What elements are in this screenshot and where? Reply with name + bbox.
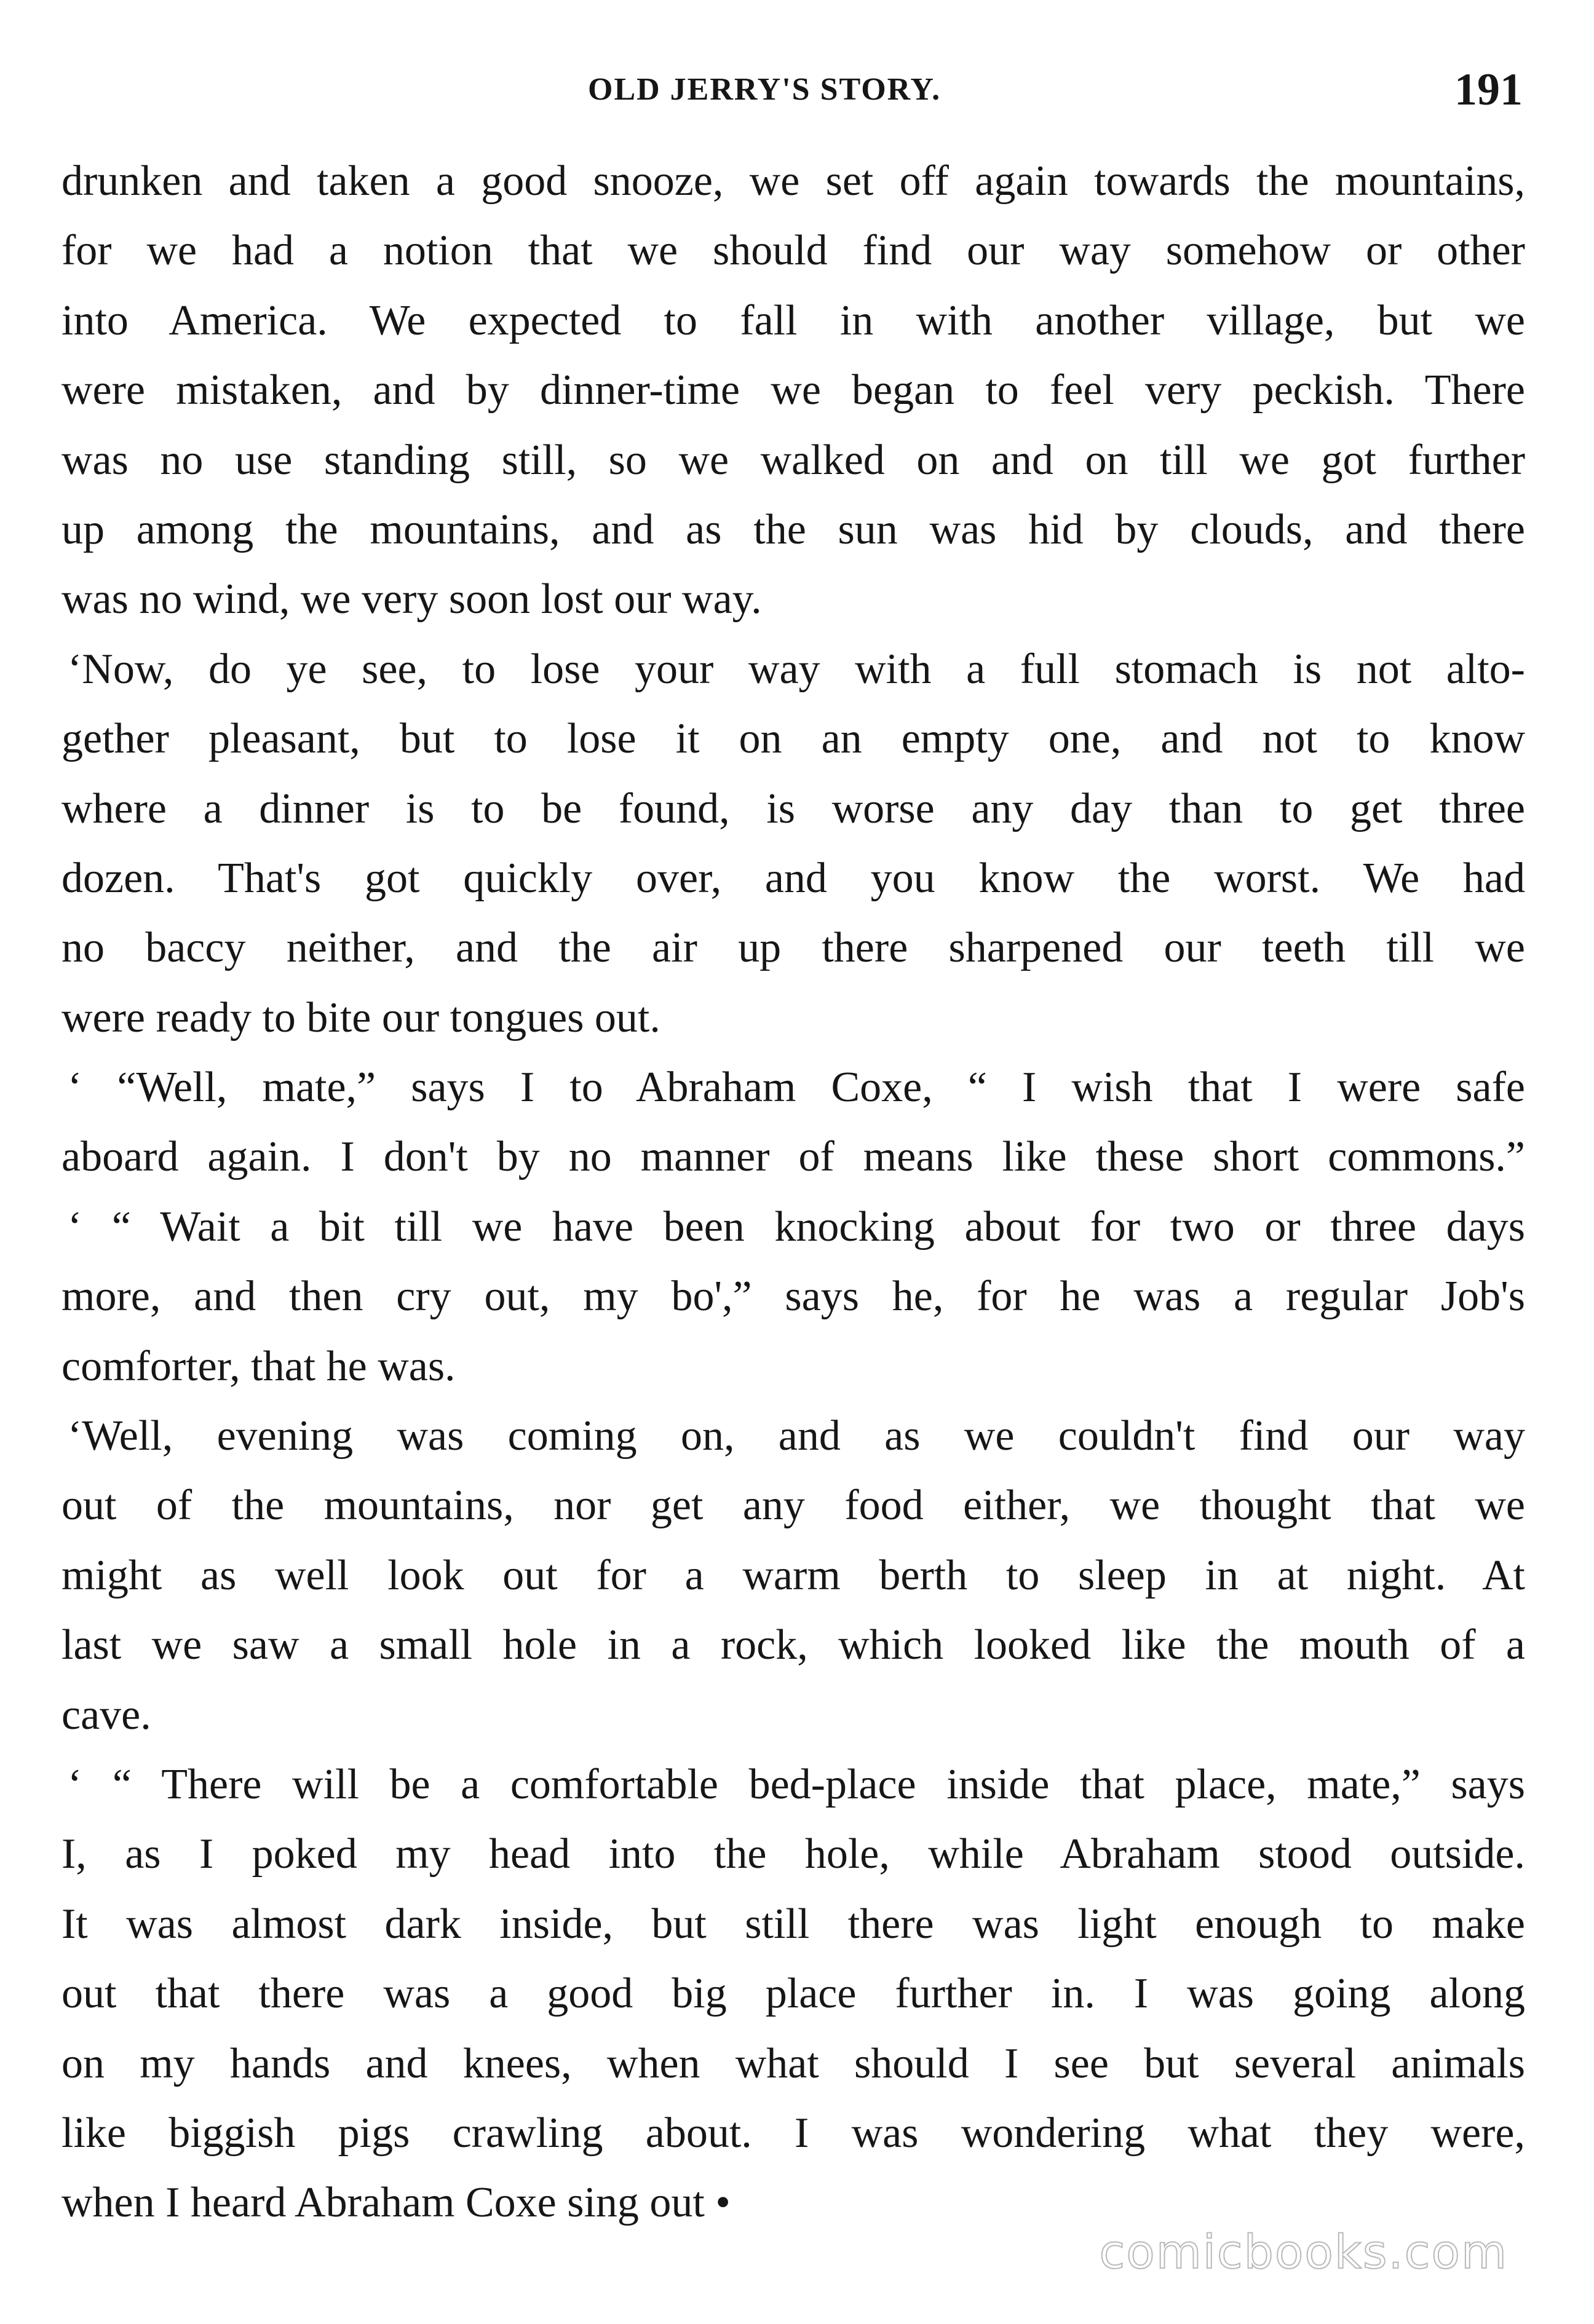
text-line: out that there was a good big place further in. I was going along	[61, 1970, 1525, 2018]
text-line: drunken and taken a good snooze, we set off again towards the mountains,	[61, 157, 1525, 205]
body-text	[61, 146, 1525, 2238]
text-line: for we had a notion that we should find our way somehow or other	[61, 227, 1525, 275]
text-line: were ready to bite our tongues out.	[61, 994, 660, 1041]
text-line: was no wind, we very soon lost our way.	[61, 575, 762, 623]
running-title: OLD JERRY'S STORY.	[588, 72, 942, 107]
text-line: aboard again. I don't by no manner of means like these short commons.”	[61, 1133, 1525, 1181]
paragraph-3	[61, 1053, 1525, 1192]
paragraph-6	[61, 1750, 1525, 2238]
text-line: ‘ “ Wait a bit till we have been knocking about for two or three days	[68, 1203, 1525, 1251]
text-line: where a dinner is to be found, is worse any day than to get three	[61, 785, 1525, 832]
text-line: dozen. That's got quickly over, and you know the worst. We had	[61, 854, 1525, 902]
running-head	[59, 66, 1523, 116]
text-line: ‘Now, do ye see, to lose your way with a full stomach is not alto-	[68, 645, 1525, 693]
text-line: when I heard Abraham Coxe sing out •	[61, 2179, 731, 2227]
paragraph-1	[61, 146, 1525, 634]
text-line: It was almost dark inside, but still there was light enough to make	[61, 1900, 1525, 1948]
text-line: comforter, that he was.	[61, 1342, 456, 1390]
page-number: 191	[1454, 65, 1523, 115]
text-line: no baccy neither, and the air up there sharpened our teeth till we	[61, 924, 1525, 972]
text-line: I, as I poked my head into the hole, while Abraham stood outside.	[61, 1830, 1525, 1878]
paragraph-2	[61, 634, 1525, 1053]
text-line: more, and then cry out, my bo',” says he, for he was a regular Job's	[61, 1273, 1525, 1321]
paragraph-4	[61, 1192, 1525, 1401]
text-line: was no use standing still, so we walked on and on till we got further	[61, 436, 1525, 484]
text-line: might as well look out for a warm berth to sleep in at night. At	[61, 1551, 1525, 1599]
paragraph-5	[61, 1401, 1525, 1750]
text-line: up among the mountains, and as the sun was hid by clouds, and there	[61, 505, 1525, 553]
text-line: into America. We expected to fall in with another village, but we	[61, 296, 1525, 344]
text-line: were mistaken, and by dinner-time we began to feel very peckish. There	[61, 366, 1525, 414]
text-line: ‘Well, evening was coming on, and as we couldn't find our way	[68, 1412, 1525, 1460]
watermark: comicbooks.com	[1099, 2224, 1508, 2279]
text-line: on my hands and knees, when what should I see but several animals	[61, 2039, 1525, 2087]
text-line: ‘ “ There will be a comfortable bed-place inside that place, mate,” says	[68, 1760, 1525, 1808]
text-line: last we saw a small hole in a rock, which looked like the mouth of a	[61, 1621, 1525, 1669]
text-line: ‘ “Well, mate,” says I to Abraham Coxe, “ I wish that I were safe	[68, 1064, 1525, 1112]
text-line: gether pleasant, but to lose it on an empty one, and not to know	[61, 715, 1525, 763]
text-line: like biggish pigs crawling about. I was wondering what they were,	[61, 2109, 1525, 2157]
text-line: cave.	[61, 1691, 151, 1739]
text-line: out of the mountains, nor get any food either, we thought that we	[61, 1482, 1525, 1530]
